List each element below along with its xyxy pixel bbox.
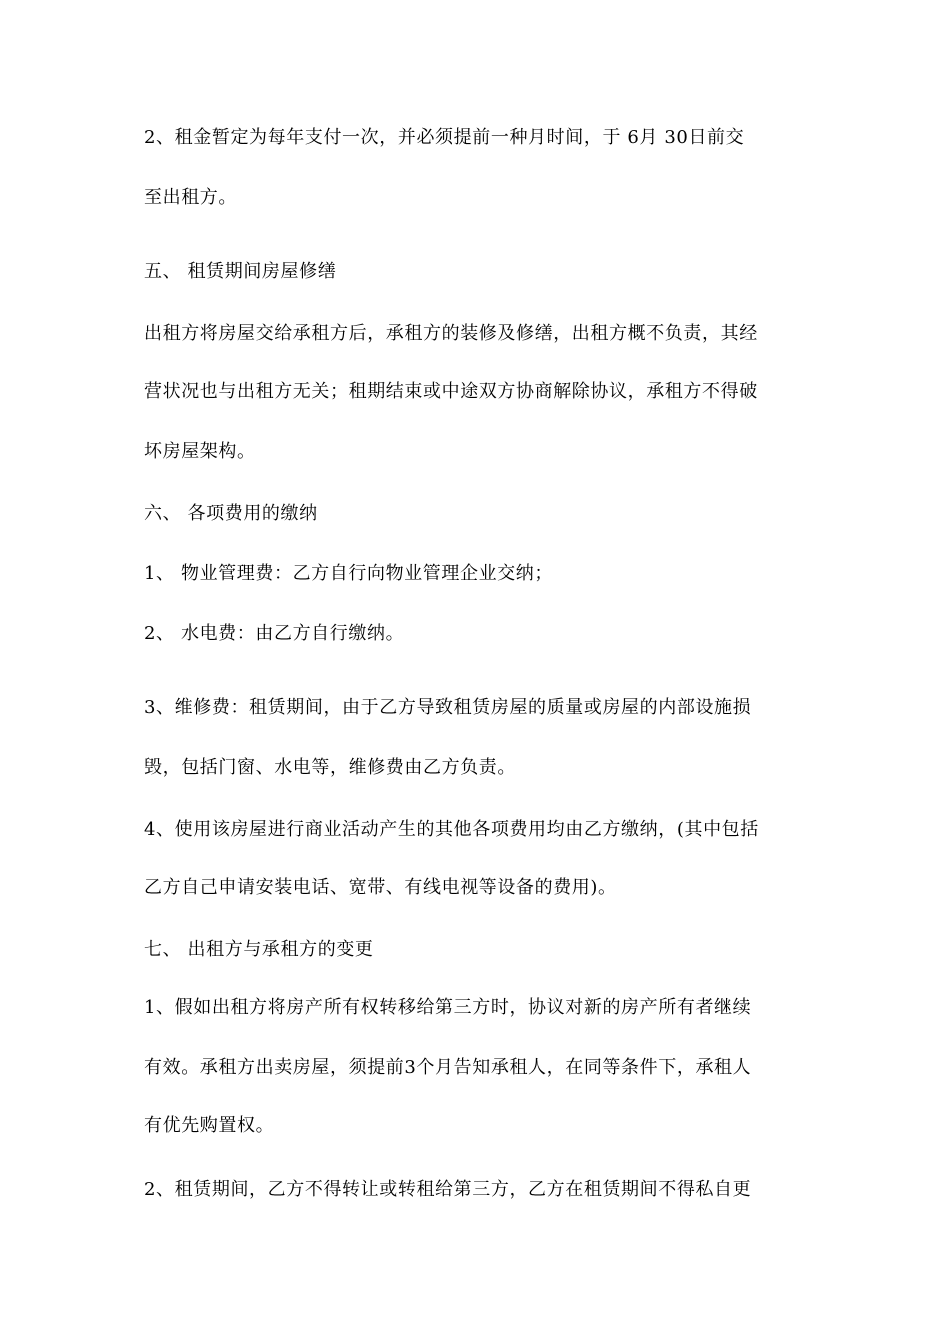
text-line: 4、使用该房屋进行商业活动产生的其他各项费用均由乙方缴纳，(其中包括 — [144, 819, 759, 840]
section-heading: 七、 出租方与承租方的变更 — [144, 939, 374, 960]
text-line: 有优先购置权。 — [144, 1115, 275, 1136]
text-line: 1、假如出租方将房产所有权转移给第三方时，协议对新的房产所有者继续 — [144, 997, 752, 1018]
section-heading: 五、 租赁期间房屋修缮 — [144, 261, 337, 282]
text-line: 出租方将房屋交给承租方后，承租方的装修及修缮，出租方概不负责，其经 — [144, 323, 758, 344]
text-line: 营状况也与出租方无关；租期结束或中途双方协商解除协议，承租方不得破 — [144, 381, 758, 402]
text-line: 3、维修费：租赁期间，由于乙方导致租赁房屋的质量或房屋的内部设施损 — [144, 697, 752, 718]
section-heading: 六、 各项费用的缴纳 — [144, 503, 318, 524]
text-line: 至出租方。 — [144, 187, 237, 208]
text-line: 坏房屋架构。 — [144, 441, 256, 462]
text-line: 1、 物业管理费：乙方自行向物业管理企业交纳； — [144, 563, 553, 584]
text-line: 毁，包括门窗、水电等，维修费由乙方负责。 — [144, 757, 516, 778]
text-line: 有效。承租方出卖房屋，须提前3个月告知承租人，在同等条件下，承租人 — [144, 1057, 752, 1078]
text-line: 乙方自己申请安装电话、宽带、有线电视等设备的费用)。 — [144, 877, 617, 898]
text-line: 2、租金暂定为每年支付一次，并必须提前一种月时间，于 6月 30日前交 — [144, 127, 745, 148]
text-line: 2、租赁期间，乙方不得转让或转租给第三方，乙方在租赁期间不得私自更 — [144, 1179, 752, 1200]
text-line: 2、 水电费：由乙方自行缴纳。 — [144, 623, 405, 644]
